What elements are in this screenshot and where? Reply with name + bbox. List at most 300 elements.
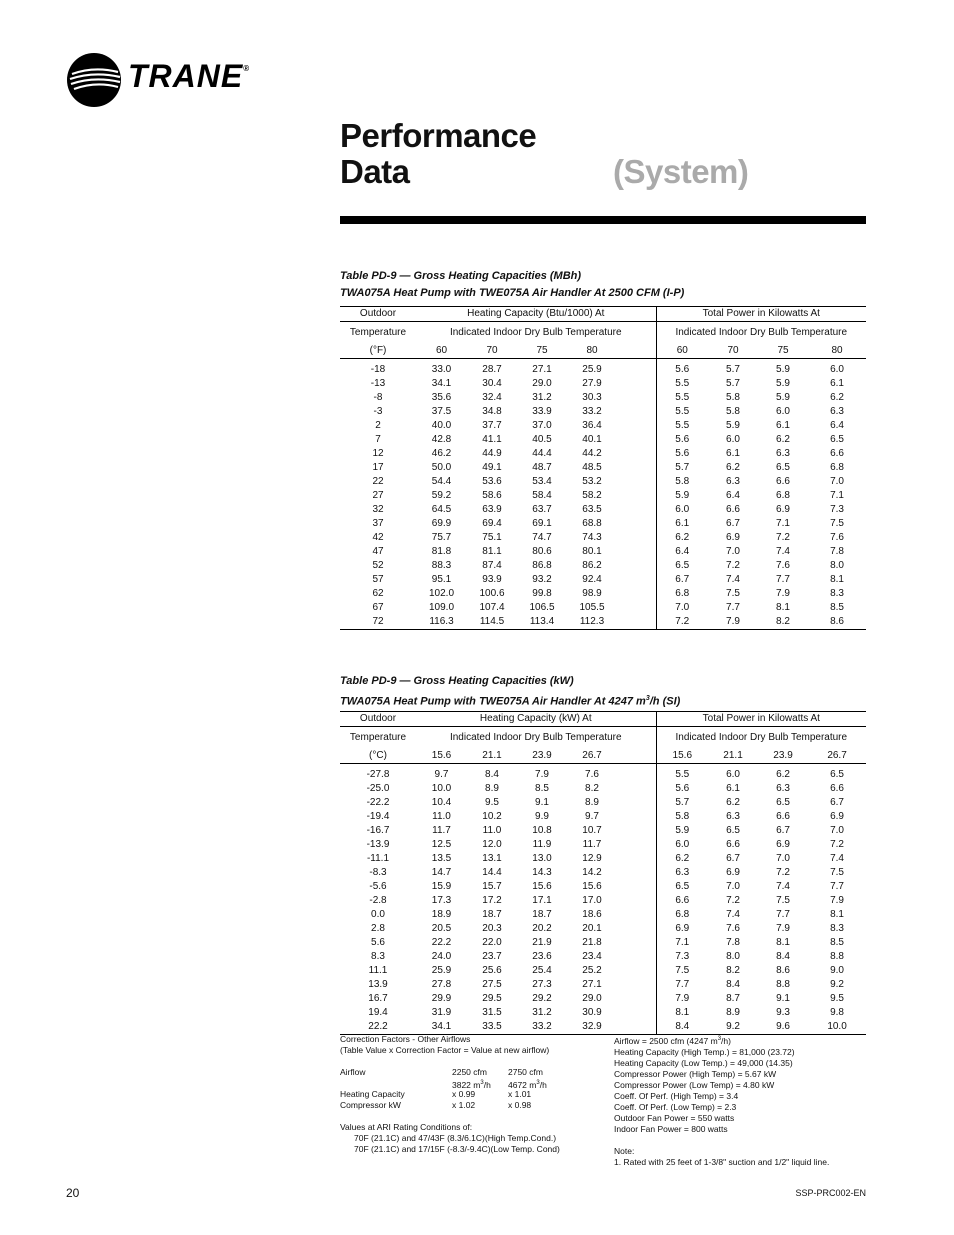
table-cell: 7.2 [656,615,708,630]
table-cell: 7.7 [776,574,790,585]
table-row [340,587,866,601]
table-cell: 80.6 [532,546,552,557]
table-row [340,838,866,852]
table-cell: 54.4 [431,476,452,487]
table-cell: 68.8 [582,518,602,529]
table-cell: 53.6 [482,476,502,487]
table-cell: 40.0 [431,420,452,431]
header-unit: (°C) [340,749,416,764]
row-temperature: 32 [372,504,384,515]
table-cell: 63.9 [482,504,502,515]
table-cell: 7.1 [675,937,690,948]
table-row [340,782,866,796]
table-cell: 5.8 [675,811,690,822]
table-cell: 10.0 [431,783,452,794]
table-cell: 6.8 [830,462,844,473]
row-temperature: 11.1 [368,965,388,976]
table-row [340,866,866,880]
table-cell: 32.9 [567,1020,617,1035]
table-cell: 6.6 [726,839,740,850]
table-row [340,894,866,908]
col-header: 15.6 [416,749,467,764]
row-temperature: -25.0 [366,783,390,794]
table-cell: 116.3 [416,615,467,630]
table-row [340,531,866,545]
table-cell: 7.4 [776,881,790,892]
table2-caption: Table PD-9 — Gross Heating Capacities (kW) TWA075A Heat Pump with TWE075A Air Handler At 4247 $m^3/h$ (SI) [340,675,681,708]
col-header: 70 [708,344,758,359]
table-cell: 6.8 [675,909,690,920]
table-cell: 49.1 [482,462,502,473]
table-cell: 6.0 [830,364,844,375]
row-temperature: 22.2 [340,1020,416,1035]
table-cell: 58.4 [532,490,552,501]
table-cell: 114.5 [467,615,517,630]
table-cell: 9.1 [776,993,790,1004]
table-cell: 8.8 [830,951,844,962]
table-cell: 88.3 [431,560,452,571]
table-cell: 10.2 [482,811,502,822]
header-heating-capacity: Heating Capacity (kW) At [416,712,656,727]
table-cell: 37.5 [431,406,452,417]
row-temperature: -16.7 [366,825,390,836]
table-cell: 8.5 [830,602,844,613]
row-temperature: -3 [373,406,383,417]
table-cell: 5.9 [776,392,790,403]
table-cell: 6.6 [776,811,790,822]
table-cell: 6.6 [726,504,740,515]
table-cell: 6.0 [776,406,790,417]
table-cell: 48.5 [582,462,602,473]
table-cell: 8.4 [656,1020,708,1035]
table-cell: 23.4 [582,951,602,962]
table-cell: 28.7 [482,364,502,375]
table-cell: 6.9 [675,923,690,934]
table-cell: 22.2 [431,937,452,948]
table-cell: 12.0 [482,839,502,850]
table-cell: 9.2 [708,1020,758,1035]
table-cell: 8.4 [726,979,740,990]
table-cell: 5.9 [675,490,690,501]
table-row [340,573,866,587]
table-cell: 9.8 [830,1007,844,1018]
table-cell: 25.6 [482,965,502,976]
table-cell: 5.5 [675,769,690,780]
table-cell: 105.5 [579,602,605,613]
table-cell: 22.0 [482,937,502,948]
table-cell: 29.0 [532,378,552,389]
table-cell: 6.5 [675,881,690,892]
table-cell: 6.0 [675,504,690,515]
page-title: Performance Data [340,117,537,190]
table-row [340,936,866,950]
table-cell: 6.3 [726,476,740,487]
table-cell: 20.3 [482,923,502,934]
table-cell: 7.3 [675,951,690,962]
row-temperature: -2.8 [369,895,387,906]
table-cell: 7.4 [726,574,740,585]
table-cell: 7.6 [585,769,599,780]
table-cell: 5.5 [675,378,690,389]
table-cell: 107.4 [479,602,505,613]
table-cell: 8.0 [830,560,844,571]
table-cell: 6.2 [726,462,740,473]
row-temperature: -19.4 [366,811,390,822]
table-cell: 7.5 [726,588,740,599]
table-cell: 6.5 [776,797,790,808]
table-cell: 17.3 [431,895,452,906]
table-cell: 112.3 [567,615,617,630]
table-cell: 18.7 [482,909,502,920]
table-cell: 13.0 [532,853,552,864]
table-cell: 25.2 [582,965,602,976]
table-row [340,1006,866,1020]
table-cell: 8.8 [776,979,790,990]
row-temperature: -18 [370,364,386,375]
table-cell: 7.9 [675,993,690,1004]
table-cell: 10.0 [808,1020,866,1035]
table-cell: 27.9 [582,378,602,389]
table-cell: 7.1 [776,518,790,529]
table-cell: 5.6 [675,434,690,445]
table2 [340,711,866,1035]
table-cell: 10.4 [431,797,452,808]
table-cell: 6.3 [776,448,790,459]
table-row [340,824,866,838]
table-cell: 6.2 [726,797,740,808]
table-cell: 6.1 [726,448,740,459]
table-cell: 7.3 [830,504,844,515]
table-row [340,992,866,1006]
table-cell: 9.7 [434,769,449,780]
table-cell: 11.7 [432,825,451,836]
table-cell: 50.0 [431,462,452,473]
header-heating-capacity: Heating Capacity (Btu/1000) At [416,307,656,322]
table-cell: 37.0 [532,420,552,431]
table-cell: 33.9 [532,406,552,417]
table-cell: 5.8 [726,392,740,403]
table-row [340,922,866,936]
table-cell: 33.2 [517,1020,567,1035]
table-row [340,880,866,894]
col-header: 15.6 [656,749,708,764]
table-cell: 6.2 [830,392,844,403]
table-cell: 12.5 [431,839,452,850]
page-number: 20 [66,1186,80,1200]
table-cell: 17.1 [532,895,552,906]
table-cell: 6.7 [726,853,740,864]
table-cell: 9.7 [585,811,599,822]
table-cell: 74.3 [582,532,602,543]
table-cell: 18.7 [532,909,552,920]
table-cell: 6.9 [726,532,740,543]
table-cell: 6.6 [675,895,690,906]
col-header: 26.7 [567,749,617,764]
table-cell: 81.1 [482,546,502,557]
table-cell: 109.0 [428,602,455,613]
table-cell: 31.2 [532,392,552,403]
table-row [340,475,866,489]
table-cell: 25.9 [582,364,602,375]
table-cell: 11.0 [482,825,502,836]
table-cell: 7.8 [726,937,740,948]
table-cell: 53.2 [582,476,602,487]
table-cell: 6.3 [675,867,690,878]
table-cell: 8.1 [675,1007,690,1018]
table-cell: 9.0 [830,965,844,976]
table-cell: 21.8 [582,937,602,948]
col-header: 80 [567,344,617,359]
table-row [340,419,866,433]
col-header: 21.1 [467,749,517,764]
table-cell: 6.5 [726,825,740,836]
table-cell: 18.6 [582,909,602,920]
table-cell: 25.9 [431,965,452,976]
table-cell: 5.5 [675,406,690,417]
table-cell: 93.2 [532,574,552,585]
table-cell: 7.7 [675,979,690,990]
rating-notes: Airflow = 2500 cfm (4247 $m^3/h$) Heating Capacity (High Temp.) = 81,000 (23.72) Heating Capacity (Low Temp.) = 49,000 (14.35) Compressor Power (High Temp) = 5.67 kW Compressor Power (Low Temp) = 4.80 kW Coeff. Of Perf. (High Temp) = 3.4 Coeff. Of Perf. (Low Temp) = 2.3 Outdoor Fan Power = 550 watts Indoor Fan Power = 800 watts Note: 1. Rated with 25 feet of 1-3/8" suction and 1/2" liquid line. [614,1035,830,1167]
table-cell: 7.0 [830,476,844,487]
table-cell: 27.1 [532,364,552,375]
table-cell: 8.4 [485,769,499,780]
col-header: 26.7 [808,749,866,764]
table-cell: 6.0 [726,434,740,445]
col-header: 60 [656,344,708,359]
table-cell: 5.8 [675,476,690,487]
table-cell: 33.2 [582,406,602,417]
table-cell: 30.4 [482,378,502,389]
table-cell: 32.4 [482,392,502,403]
table-cell: 8.6 [808,615,866,630]
table-cell: 6.5 [776,462,790,473]
table-row [340,768,866,782]
header-temperature: Temperature [349,327,407,338]
table-cell: 11.7 [582,839,602,850]
col-header: 75 [517,344,567,359]
row-temperature: 27 [372,490,384,501]
row-temperature: 47 [372,546,384,557]
table-row [340,461,866,475]
row-temperature: 52 [372,560,384,571]
table-cell: 100.6 [479,588,505,599]
table-cell: 44.9 [482,448,502,459]
table-row [340,950,866,964]
header-outdoor: Outdoor [340,307,416,322]
table-row [340,615,866,630]
table-row [340,489,866,503]
table-cell: 6.8 [675,588,690,599]
table-cell: 8.9 [726,1007,740,1018]
table-cell: 5.9 [776,364,790,375]
row-temperature: 5.6 [371,937,385,948]
table-cell: 6.2 [776,769,790,780]
table-cell: 13.5 [431,853,452,864]
table-row [340,978,866,992]
table-cell: 8.2 [726,965,740,976]
table-cell: 5.9 [675,825,690,836]
header-indoor-temp: Indicated Indoor Dry Bulb Temperature [675,732,848,743]
table-cell: 8.5 [830,937,844,948]
table-cell: 15.9 [431,881,452,892]
header-indoor-temp: Indicated Indoor Dry Bulb Temperature [416,727,656,750]
table-cell: 8.9 [585,797,599,808]
table-cell: 11.0 [432,811,451,822]
table-cell: 11.9 [532,839,552,850]
table-row [340,545,866,559]
document-id: SSP-PRC002-EN [795,1188,866,1198]
table-cell: 7.2 [830,839,844,850]
table-cell: 99.8 [532,588,552,599]
table-cell: 8.2 [758,615,808,630]
table-cell: 7.4 [776,546,790,557]
col-header: 60 [416,344,467,359]
table-row [340,517,866,531]
table-cell: 7.6 [726,923,740,934]
table-cell: 6.6 [830,783,844,794]
table-cell: 34.8 [482,406,502,417]
row-temperature: 2.8 [371,923,385,934]
table-cell: 75.1 [482,532,502,543]
table-cell: 5.9 [776,378,790,389]
row-temperature: 7 [375,434,381,445]
table-cell: 6.5 [675,560,690,571]
table-cell: 5.6 [675,364,690,375]
table-cell: 8.6 [776,965,790,976]
table-cell: 5.7 [726,378,740,389]
table-row [340,503,866,517]
table1-caption: Table PD-9 — Gross Heating Capacities (MBh) TWA075A Heat Pump with TWE075A Air Handler At 2500 CFM (I-P) [340,270,685,299]
table-cell: 75.7 [431,532,452,543]
table-cell: 7.0 [776,853,790,864]
table-cell: 7.2 [776,532,790,543]
table-cell: 7.9 [776,588,790,599]
table-cell: 6.5 [830,769,844,780]
table-cell: 5.7 [675,462,690,473]
table-row [340,559,866,573]
table-cell: 63.7 [532,504,552,515]
table-row [340,852,866,866]
table-cell: 7.9 [535,769,549,780]
table-cell: 102.0 [428,588,455,599]
table-cell: 6.0 [726,769,740,780]
table-cell: 7.7 [830,881,844,892]
table-cell: 6.7 [726,518,740,529]
table-cell: 59.2 [431,490,452,501]
table-cell: 7.2 [726,895,740,906]
table-cell: 6.5 [830,434,844,445]
table-cell: 7.5 [675,965,690,976]
table-cell: 40.1 [582,434,602,445]
table-cell: 7.1 [830,490,844,501]
table-cell: 30.9 [582,1007,602,1018]
table-row [340,377,866,391]
table-cell: 6.7 [830,797,844,808]
row-temperature: -5.6 [369,881,387,892]
row-temperature: -22.2 [366,797,390,808]
table-cell: 6.2 [675,532,690,543]
table-cell: 69.1 [532,518,552,529]
table-cell: 6.1 [675,518,690,529]
table-cell: 6.9 [830,811,844,822]
table-cell: 8.0 [726,951,740,962]
table-cell: 41.1 [482,434,502,445]
table-cell: 9.9 [535,811,549,822]
table-cell: 6.2 [776,434,790,445]
table-cell: 5.7 [675,797,690,808]
row-temperature: -13 [370,378,386,389]
table-cell: 8.1 [776,937,790,948]
row-temperature: 8.3 [371,951,385,962]
table-cell: 13.1 [482,853,502,864]
row-temperature: 62 [372,588,384,599]
brand-name: TRANE® [128,58,251,94]
table-cell: 40.5 [532,434,552,445]
table-cell: 27.8 [431,979,452,990]
table-cell: 31.9 [431,1007,452,1018]
table-cell: 6.6 [776,476,790,487]
table-cell: 9.3 [776,1007,790,1018]
table-cell: 74.7 [532,532,552,543]
table-row [340,1020,866,1035]
table-cell: 8.2 [585,783,599,794]
table-cell: 64.5 [431,504,452,515]
table-cell: 7.5 [776,895,790,906]
table-cell: 18.9 [431,909,452,920]
table-cell: 6.1 [776,420,790,431]
table-cell: 37.7 [482,420,502,431]
table-cell: 5.6 [675,783,690,794]
table-cell: 24.0 [431,951,452,962]
table-cell: 53.4 [532,476,552,487]
table-cell: 6.0 [675,839,690,850]
table-cell: 34.1 [431,378,452,389]
col-header: 70 [467,344,517,359]
table-cell: 6.9 [726,867,740,878]
table-cell: 8.1 [776,602,790,613]
table-cell: 20.1 [582,923,602,934]
table-cell: 7.4 [726,909,740,920]
row-temperature: -13.9 [366,839,390,850]
table-row [340,796,866,810]
table-cell: 7.0 [726,546,740,557]
table-cell: 69.9 [431,518,452,529]
table-cell: 31.2 [532,1007,552,1018]
table-cell: 44.2 [582,448,602,459]
table-cell: 15.6 [532,881,552,892]
table-row [340,908,866,922]
table-cell: 5.9 [726,420,740,431]
title-rule [340,216,866,224]
table-cell: 34.1 [416,1020,467,1035]
table-cell: 7.0 [726,881,740,892]
table-row [340,363,866,377]
table-cell: 35.6 [431,392,452,403]
table-cell: 44.4 [532,448,552,459]
header-indoor-temp: Indicated Indoor Dry Bulb Temperature [416,322,656,345]
row-temperature: -27.8 [366,769,390,780]
table-cell: 5.6 [675,448,690,459]
table-row [340,405,866,419]
table-row [340,810,866,824]
table-cell: 80.1 [582,546,602,557]
table-cell: 87.4 [482,560,502,571]
table-cell: 7.6 [830,532,844,543]
table-cell: 29.9 [431,993,452,1004]
table-cell: 33.5 [467,1020,517,1035]
table-cell: 7.6 [776,560,790,571]
row-temperature: 16.7 [368,993,388,1004]
